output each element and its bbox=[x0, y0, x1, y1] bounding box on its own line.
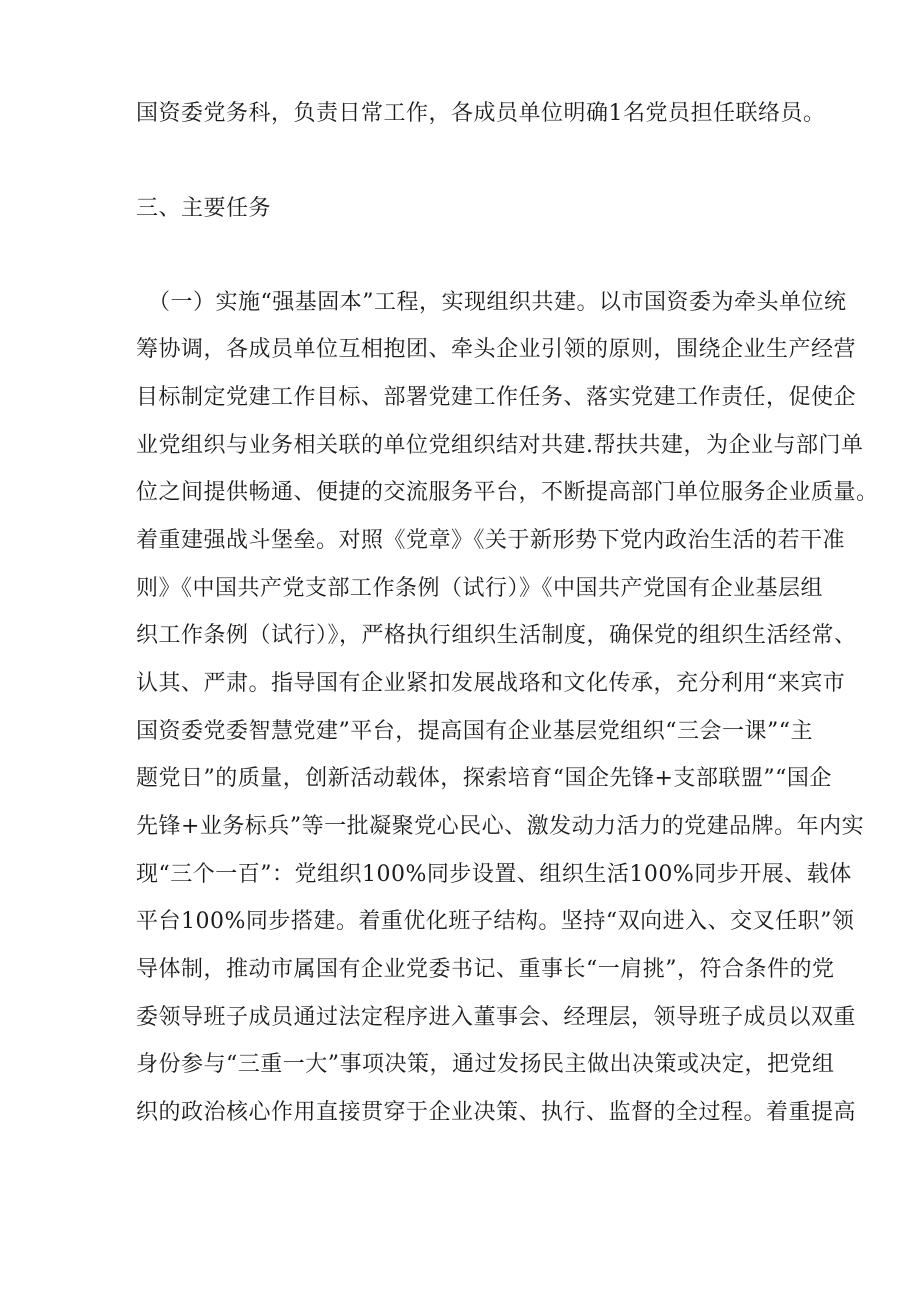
paragraph-line: 位之间提供畅通、便捷的交流服务平台，不断提高部门单位服务企业质量。 bbox=[136, 480, 879, 505]
paragraph-line: 筹协调，各成员单位互相抱团、牵头企业引领的原则，围绕企业生产经营 bbox=[136, 337, 857, 362]
paragraph-line: 委领导班子成员通过法定程序进入董事会、经理层，领导班子成员以双重 bbox=[136, 1005, 857, 1030]
paragraph-line: （一）实施“强基固本”工程，实现组织共建。以市国资委为牵头单位统 bbox=[148, 290, 847, 315]
paragraph-line: 认其、严肃。指导国有企业紧扣发展战珞和文化传承，充分利用“来宾市 bbox=[136, 671, 846, 696]
section-heading: 三、主要任务 bbox=[136, 196, 272, 221]
paragraph-line: 着重建强战斗堡垒。对照《党章》《关于新形势下党内政治生活的若干准 bbox=[136, 528, 846, 553]
paragraph-line: 题党日”的质量，创新活动载体，探索培育“国企先锋+支部联盟”“国企 bbox=[136, 766, 832, 791]
paragraph-line: 身份参与“三重一大”事项决策，通过发扬民主做出决策或决定，把党组 bbox=[136, 1052, 835, 1077]
paragraph-line: 导体制，推动市属国有企业党委书记、重事长“一肩挑”，符合条件的党 bbox=[136, 957, 835, 982]
paragraph-line: 织的政治核心作用直接贯穿于企业决策、执行、监督的全过程。着重提高 bbox=[136, 1100, 857, 1125]
paragraph-line: 织工作条例（试行）》，严格执行组织生活制度，确保党的组织生活经常、 bbox=[136, 623, 857, 648]
top-line: 国资委党务科，负责日常工作，各成员单位明确1名党员担任联络员。 bbox=[136, 101, 826, 126]
paragraph-line: 则》《中国共产党支部工作条例（试行）》《中国共产党国有企业基层组 bbox=[136, 576, 824, 601]
paragraph-line: 目标制定党建工作目标、部署党建工作任务、落实党建工作责任，促使企 bbox=[136, 385, 857, 410]
paragraph-line: 业党组织与业务相关联的单位党组织结对共建.帮扶共建，为企业与部门单 bbox=[136, 433, 864, 458]
paragraph-line: 平台100%同步搭建。着重优化班子结构。坚持“双向进入、交叉任职”领 bbox=[136, 909, 855, 934]
paragraph-line: 现“三个一百”：党组织100%同步设置、组织生活100%同步开展、载体 bbox=[136, 862, 852, 887]
paragraph-line: 先锋+业务标兵”等一批凝聚党心民心、激发动力活力的党建品牌。年内实 bbox=[136, 814, 865, 839]
paragraph-line: 国资委党委智慧党建”平台，提高国有企业基层党组织“三会一课”“主 bbox=[136, 719, 813, 744]
